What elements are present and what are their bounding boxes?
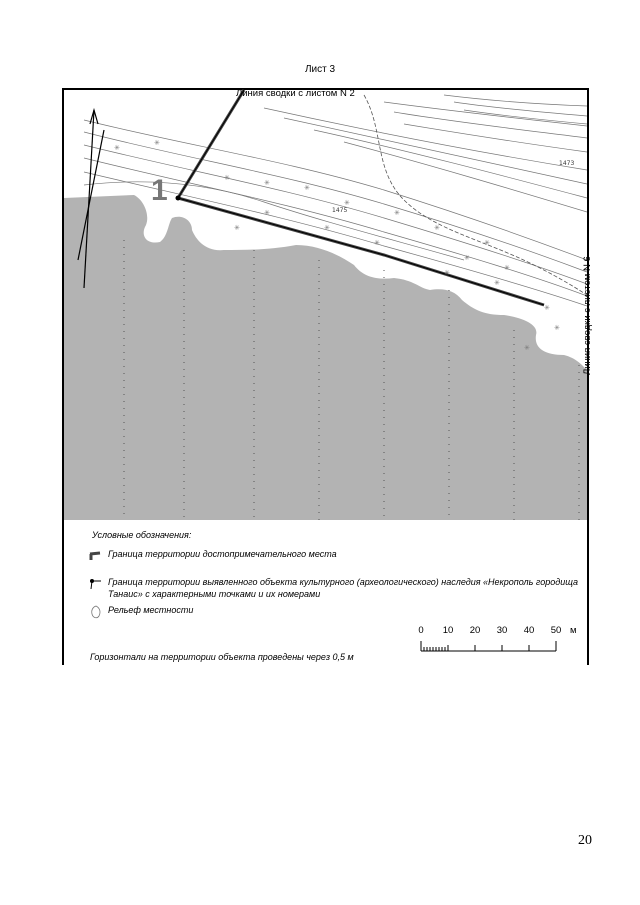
spot-height-2: 1475: [332, 207, 348, 214]
spot-height-1: 1473: [559, 160, 575, 167]
scale-tick-label: 40: [523, 625, 535, 636]
legend-item-relief: [88, 604, 568, 618]
svg-text:✳: ✳: [444, 269, 450, 277]
scale-tick-label: 30: [496, 625, 508, 636]
svg-text:✳: ✳: [464, 254, 470, 262]
svg-text:✳: ✳: [434, 224, 440, 232]
scale-tick-label: 10: [442, 625, 454, 636]
scale-tick-label: 0: [418, 625, 424, 636]
legend-item-landmark: [88, 548, 568, 562]
contour-interval-note: Горизонтали на территории объекта проведены через 0,5 м: [90, 652, 354, 662]
hill-outline: [364, 95, 587, 295]
map-drawing: [64, 90, 587, 520]
top-match-line-label: Линия сводки с листом N 2: [236, 88, 355, 99]
svg-text:✳: ✳: [484, 239, 490, 247]
scale-unit: м: [570, 625, 577, 636]
sheet-label: Лист 3: [304, 64, 336, 75]
scale-bar-ruler: [418, 637, 578, 655]
landmark-boundary-icon: [88, 548, 104, 564]
svg-text:✳: ✳: [234, 224, 240, 232]
svg-text:✳: ✳: [504, 264, 510, 272]
svg-text:✳: ✳: [114, 144, 120, 152]
page-number: 20: [578, 833, 592, 848]
svg-text:✳: ✳: [304, 184, 310, 192]
svg-text:✳: ✳: [494, 279, 500, 287]
scale-tick-label: 20: [469, 625, 481, 636]
relief-icon: [88, 604, 104, 620]
legend-title: Условные обозначения:: [92, 530, 192, 540]
legend-item-heritage-label: Граница территории выявленного объекта культурного (археологического) наследия «Некрополь городища Танаис» с характерными точками и их номерами: [108, 577, 578, 599]
svg-text:✳: ✳: [224, 174, 230, 182]
map-frame: [62, 88, 593, 665]
scale-tick-label: 50: [550, 625, 562, 636]
legend-item-heritage: [88, 576, 578, 602]
legend-item-landmark-label: Граница территории достопримечательного места: [108, 549, 337, 559]
svg-text:✳: ✳: [344, 199, 350, 207]
svg-text:✳: ✳: [524, 344, 530, 352]
scale-bar: [418, 625, 578, 655]
heritage-boundary-icon: [88, 576, 104, 592]
svg-text:✳: ✳: [554, 324, 560, 332]
boundary-point-1: [176, 196, 181, 201]
spot-heights: [332, 160, 574, 214]
svg-text:✳: ✳: [264, 179, 270, 187]
svg-text:✳: ✳: [374, 239, 380, 247]
svg-text:✳: ✳: [394, 209, 400, 217]
svg-text:✳: ✳: [154, 139, 160, 147]
legend-item-relief-label: Рельеф местности: [108, 605, 194, 615]
svg-text:✳: ✳: [324, 224, 330, 232]
legend: [64, 520, 587, 665]
svg-text:✳: ✳: [264, 209, 270, 217]
right-match-line-label: Линия сводки с листом N 6: [582, 256, 593, 375]
boundary-point-number: 1: [151, 174, 168, 207]
svg-text:✳: ✳: [544, 304, 550, 312]
